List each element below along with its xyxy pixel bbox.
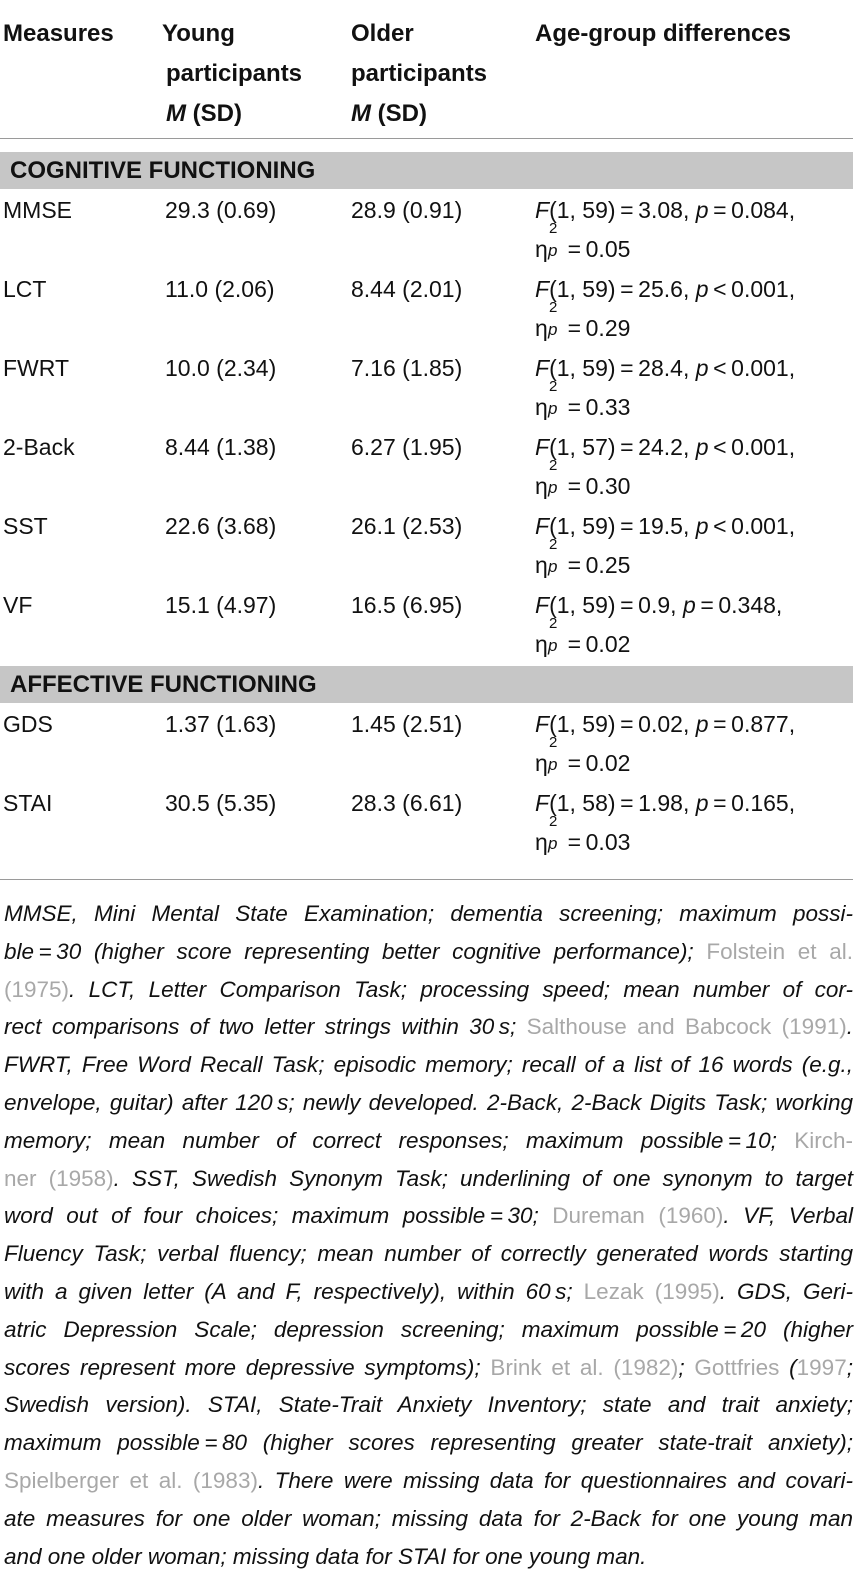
eta-letter: η — [535, 473, 548, 499]
row-age-difference — [535, 191, 795, 269]
citation-link[interactable]: Brink et al. (1982) — [490, 1354, 679, 1380]
row-young-value: 8.44 (1.38) — [165, 434, 277, 460]
f-symbol: F — [535, 434, 550, 460]
header-diff-label: Age-group differences — [535, 20, 792, 47]
eta-letter: η — [535, 631, 548, 657]
eta-superscript: 2 — [549, 734, 558, 751]
eta-subscript: p — [548, 320, 558, 339]
eta-value: = 0.29 — [563, 315, 631, 341]
table-row — [0, 270, 853, 349]
footnote-line — [4, 1538, 853, 1576]
eta-value: = 0.25 — [563, 552, 631, 578]
row-measure: VF — [3, 592, 33, 618]
header-young-m: M — [166, 100, 186, 127]
footnote-line — [4, 1046, 853, 1084]
footnote-text: ( — [779, 1354, 797, 1380]
f-symbol: F — [535, 276, 550, 302]
footnote-line — [4, 1273, 853, 1311]
footnote-line — [4, 1160, 853, 1198]
row-f-stat — [535, 586, 782, 625]
section-affective-label: AFFECTIVE FUNCTIONING — [10, 671, 317, 698]
footnote-text: envelope, guitar) after 120 s; newly developed. 2-Back, 2-Back Digits Task; working — [4, 1089, 853, 1115]
f-df-value: (1, 59) = 19.5, — [549, 513, 696, 539]
row-young-value: 11.0 (2.06) — [165, 276, 275, 302]
citation-link[interactable]: 1997 — [796, 1354, 847, 1380]
header-measures — [3, 14, 114, 54]
footnote-line — [4, 1386, 853, 1424]
eta-symbol — [535, 734, 558, 783]
footnote-line — [4, 933, 853, 971]
row-age-difference — [535, 270, 795, 348]
header-measures-label: Measures — [3, 20, 114, 47]
eta-letter: η — [535, 829, 548, 855]
citation-link[interactable]: Salthouse and Babcock (1991) — [526, 1014, 847, 1040]
header-diff — [535, 14, 791, 54]
row-eta-stat — [535, 220, 795, 269]
eta-superscript: 2 — [549, 813, 558, 830]
p-symbol: p — [682, 592, 696, 618]
eta-superscript: 2 — [549, 378, 558, 395]
row-f-stat — [535, 191, 795, 230]
footnote-line — [4, 1311, 853, 1349]
eta-value: = 0.30 — [563, 473, 631, 499]
header-older-sd: (SD) — [371, 100, 427, 127]
row-eta-stat — [535, 378, 795, 427]
eta-subscript: p — [548, 636, 558, 655]
footnote-text: . — [846, 1014, 853, 1040]
row-age-difference — [535, 705, 795, 783]
eta-superscript: 2 — [549, 615, 558, 632]
row-older-value: 26.1 (2.53) — [351, 513, 463, 539]
footnote-text: ble = 30 (higher score representing better cognitive performance); — [4, 938, 707, 964]
row-age-difference — [535, 784, 795, 862]
row-young-value: 10.0 (2.34) — [165, 355, 277, 381]
row-age-difference — [535, 428, 795, 506]
table-footnote — [4, 895, 853, 1575]
footnote-text: Fluency Task; verbal fluency; mean number of correctly generated words starting — [4, 1241, 853, 1267]
table-row — [0, 586, 853, 665]
row-older-value: 16.5 (6.95) — [351, 592, 463, 618]
row-older-value: 28.3 (6.61) — [351, 790, 463, 816]
header-older-m: M — [351, 100, 371, 127]
row-measure: STAI — [3, 790, 53, 816]
eta-value: = 0.03 — [563, 829, 631, 855]
p-value: = 0.877, — [708, 711, 796, 737]
f-symbol: F — [535, 197, 550, 223]
footnote-line — [4, 1197, 853, 1235]
header-young — [162, 14, 302, 134]
eta-letter: η — [535, 552, 548, 578]
p-value: = 0.165, — [708, 790, 796, 816]
table-row — [0, 349, 853, 428]
header-older-line2: participants — [351, 60, 488, 87]
row-f-stat — [535, 428, 795, 467]
citation-link[interactable]: Dureman (1960) — [552, 1203, 724, 1229]
p-symbol: p — [695, 276, 709, 302]
footnote-text: FWRT, Free Word Recall Task; episodic memory; recall of a list of 16 words (e.g., — [4, 1052, 853, 1078]
table-row — [0, 191, 853, 270]
eta-subscript: p — [548, 478, 558, 497]
header-young-sd: (SD) — [186, 100, 242, 127]
row-eta-stat — [535, 457, 795, 506]
row-older-value: 8.44 (2.01) — [351, 276, 463, 302]
eta-symbol — [535, 299, 558, 348]
footnote-text: MMSE, Mini Mental State Examination; dementia screening; maximum possi- — [4, 901, 853, 926]
eta-symbol — [535, 536, 558, 585]
row-age-difference — [535, 586, 782, 664]
table-bottom-rule — [0, 879, 853, 880]
p-symbol: p — [695, 434, 709, 460]
f-df-value: (1, 59) = 0.9, — [549, 592, 683, 618]
section-cognitive — [0, 152, 853, 189]
row-eta-stat — [535, 813, 795, 862]
eta-symbol — [535, 457, 558, 506]
citation-link[interactable]: Lezak (1995) — [583, 1278, 720, 1304]
row-older-value: 7.16 (1.85) — [351, 355, 463, 381]
f-df-value: (1, 59) = 0.02, — [549, 711, 696, 737]
table-row — [0, 507, 853, 586]
footnote-line — [4, 1424, 853, 1462]
footnote-line — [4, 1500, 853, 1538]
eta-superscript: 2 — [549, 457, 558, 474]
eta-letter: η — [535, 750, 548, 776]
row-age-difference — [535, 507, 795, 585]
row-young-value: 15.1 (4.97) — [165, 592, 277, 618]
footnote-text: . SST, Swedish Synonym Task; underlining of one synonym to target — [113, 1165, 854, 1191]
footnote-text: atric Depression Scale; depression screening; maximum possible = 20 (higher — [4, 1316, 853, 1342]
p-value: < 0.001, — [708, 434, 796, 460]
eta-superscript: 2 — [549, 220, 558, 237]
f-df-value: (1, 59) = 25.6, — [549, 276, 696, 302]
section-affective — [0, 666, 853, 703]
citation-link[interactable]: Kirch- — [794, 1127, 853, 1153]
row-young-value: 30.5 (5.35) — [165, 790, 277, 816]
eta-subscript: p — [548, 399, 558, 418]
row-young-value: 22.6 (3.68) — [165, 513, 277, 539]
f-symbol: F — [535, 513, 550, 539]
row-f-stat — [535, 270, 795, 309]
row-older-value: 28.9 (0.91) — [351, 197, 463, 223]
row-f-stat — [535, 349, 795, 388]
citation-link[interactable]: Gottfries — [694, 1354, 780, 1380]
header-older-line1: Older — [351, 20, 414, 47]
p-value: < 0.001, — [708, 355, 796, 381]
row-f-stat — [535, 507, 795, 546]
footnote-text: scores represent more depressive symptoms); — [4, 1354, 491, 1380]
footnote-text: . VF, Verbal — [723, 1203, 853, 1229]
header-rule — [0, 138, 853, 139]
p-value: < 0.001, — [708, 513, 796, 539]
p-symbol: p — [695, 197, 709, 223]
f-df-value: (1, 58) = 1.98, — [549, 790, 696, 816]
row-measure: FWRT — [3, 355, 70, 381]
row-young-value: 29.3 (0.69) — [165, 197, 277, 223]
footnote-text: ; — [846, 1354, 853, 1380]
eta-symbol — [535, 615, 558, 664]
f-symbol: F — [535, 355, 550, 381]
eta-subscript: p — [548, 755, 558, 774]
row-older-value: 6.27 (1.95) — [351, 434, 463, 460]
footnote-line — [4, 1122, 853, 1160]
footnote-line — [4, 1084, 853, 1122]
eta-value: = 0.02 — [563, 750, 631, 776]
p-symbol: p — [695, 711, 709, 737]
footnote-text: and one older woman; missing data for STAI for one young man. — [4, 1543, 647, 1569]
footnote-line — [4, 1235, 853, 1273]
footnote-line — [4, 971, 853, 1009]
header-young-line2: participants — [166, 60, 303, 87]
row-eta-stat — [535, 299, 795, 348]
footnote-text: . GDS, Geri- — [719, 1278, 853, 1304]
f-symbol: F — [535, 790, 550, 816]
row-measure: SST — [3, 513, 48, 539]
eta-subscript: p — [548, 557, 558, 576]
f-symbol: F — [535, 592, 550, 618]
p-symbol: p — [695, 355, 709, 381]
row-age-difference — [535, 349, 795, 427]
row-eta-stat — [535, 615, 782, 664]
f-symbol: F — [535, 711, 550, 737]
footnote-text: . LCT, Letter Comparison Task; processing speed; mean number of cor- — [69, 976, 853, 1002]
row-older-value: 1.45 (2.51) — [351, 711, 463, 737]
footnote-line — [4, 1462, 853, 1500]
f-df-value: (1, 59) = 3.08, — [549, 197, 696, 223]
footnote-text: maximum possible = 80 (higher scores representing greater state-trait anxiety); — [4, 1430, 853, 1456]
f-df-value: (1, 57) = 24.2, — [549, 434, 696, 460]
eta-superscript: 2 — [549, 536, 558, 553]
header-young-line1: Young — [162, 20, 235, 47]
row-measure: MMSE — [3, 197, 72, 223]
eta-value: = 0.02 — [563, 631, 631, 657]
eta-symbol — [535, 378, 558, 427]
footnote-line — [4, 1349, 853, 1387]
section-cognitive-label: COGNITIVE FUNCTIONING — [10, 157, 316, 184]
citation-link[interactable]: Folstein et al. — [706, 938, 853, 964]
eta-symbol — [535, 813, 558, 862]
row-measure: 2-Back — [3, 434, 75, 460]
eta-value: = 0.33 — [563, 394, 631, 420]
footnote-line — [4, 895, 853, 933]
footnote-text: with a given letter (A and F, respectively), within 60 s; — [4, 1278, 584, 1304]
eta-value: = 0.05 — [563, 236, 631, 262]
citation-link[interactable]: (1975) — [4, 976, 70, 1002]
eta-subscript: p — [548, 241, 558, 260]
row-eta-stat — [535, 536, 795, 585]
row-f-stat — [535, 784, 795, 823]
p-value: = 0.084, — [708, 197, 796, 223]
eta-letter: η — [535, 315, 548, 341]
header-older — [351, 14, 487, 134]
footnote-text: memory; mean number of correct responses; maximum possible = 10; — [4, 1127, 795, 1153]
p-value: = 0.348, — [695, 592, 783, 618]
citation-link[interactable]: ner (1958) — [4, 1165, 114, 1191]
footnote-text: ; — [678, 1354, 695, 1380]
row-f-stat — [535, 705, 795, 744]
citation-link[interactable]: Spielberger et al. (1983) — [4, 1467, 258, 1493]
table-row — [0, 428, 853, 507]
p-value: < 0.001, — [708, 276, 796, 302]
eta-symbol — [535, 220, 558, 269]
p-symbol: p — [695, 790, 709, 816]
row-measure: GDS — [3, 711, 53, 737]
row-young-value: 1.37 (1.63) — [165, 711, 277, 737]
footnote-text: ate measures for one older woman; missing data for 2-Back for one young man — [4, 1505, 853, 1531]
eta-letter: η — [535, 394, 548, 420]
row-measure: LCT — [3, 276, 47, 302]
row-eta-stat — [535, 734, 795, 783]
f-df-value: (1, 59) = 28.4, — [549, 355, 696, 381]
header-older-line3 — [351, 94, 487, 134]
footnote-text: rect comparisons of two letter strings within 30 s; — [4, 1014, 527, 1040]
footnote-text: word out of four choices; maximum possible = 30; — [4, 1203, 553, 1229]
footnote-text: Swedish version). STAI, State-Trait Anxiety Inventory; state and trait anxiety; — [4, 1392, 853, 1418]
header-young-line3 — [162, 94, 302, 134]
table-row — [0, 705, 853, 784]
eta-subscript: p — [548, 834, 558, 853]
footnote-text: . There were missing data for questionnaires and covari- — [257, 1467, 853, 1493]
eta-superscript: 2 — [549, 299, 558, 316]
p-symbol: p — [695, 513, 709, 539]
eta-letter: η — [535, 236, 548, 262]
footnote-line — [4, 1008, 853, 1046]
table-row — [0, 784, 853, 863]
